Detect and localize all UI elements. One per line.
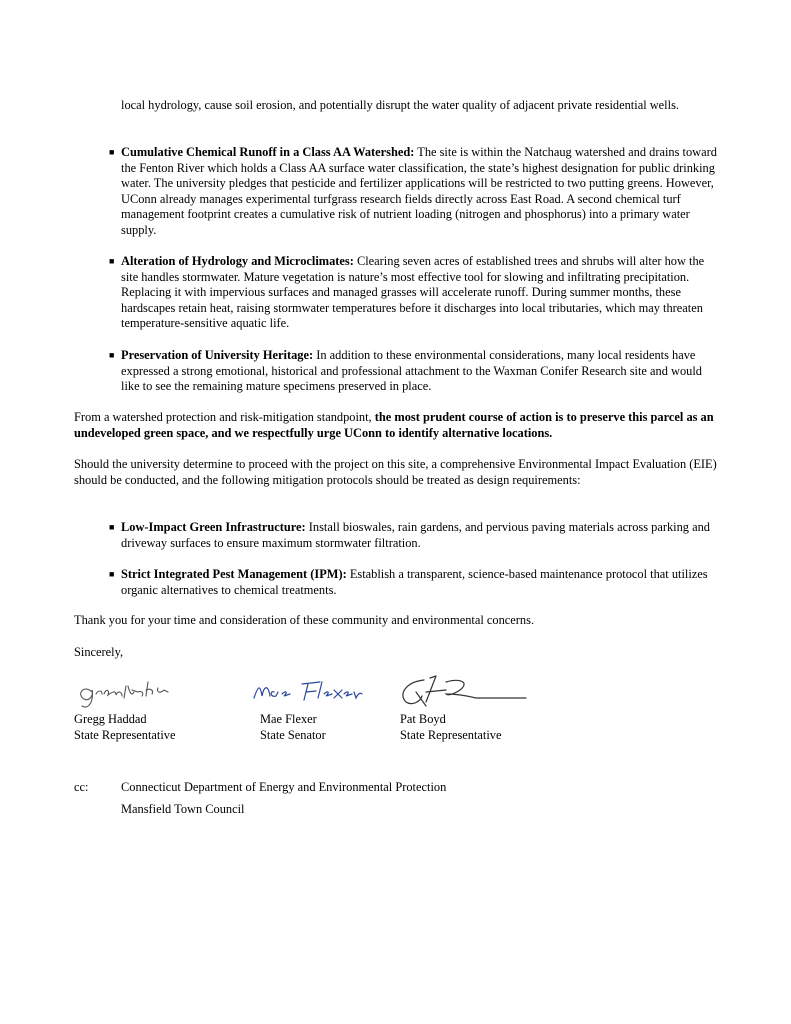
signatory-name: Pat Boyd [400, 712, 446, 726]
closing-line: Sincerely, [74, 645, 124, 659]
thanks-line: Thank you for your time and consideration of these community and environmental concerns. [74, 613, 535, 627]
signature-flexer [250, 676, 365, 710]
bullet-title: Preservation of University Heritage: [121, 348, 314, 362]
bullet-square-icon: ■ [109, 569, 115, 579]
signatory-boyd [400, 711, 502, 743]
bullet-green-infrastructure [109, 520, 721, 551]
signature-boyd [396, 672, 531, 714]
bullet-text: The site is within the Natchaug watershed and drains toward the Fenton River which holds a Class AA surface water classification, the state’s highest designation for public drinking water. The university pledges that pesticide and fertilizer applications will be restricted to two putting greens. However, UConn already manages experimental turfgrass research fields directly across East Road. A second chemical turf management footprint creates a cumulative risk of nutrient loading (nitrogen and phosphorus) into a primary water supply. [121, 145, 717, 237]
bullet-text: Establish a transparent, science-based maintenance protocol that utilizes organic alternatives to chemical treatments. [121, 567, 708, 597]
signatory-name: Gregg Haddad [74, 712, 147, 726]
continued-paragraph: local hydrology, cause soil erosion, and potentially disrupt the water quality of adjacent private residential wells. [121, 98, 679, 112]
bullet-title: Low-Impact Green Infrastructure: [121, 520, 306, 534]
signatory-flexer [260, 711, 326, 743]
signatory-title: State Representative [74, 728, 176, 742]
mitigation-intro: Should the university determine to proceed with the project on this site, a comprehensive Environmental Impact Evaluation (EIE) should be conducted, and the following mitigation protocols should be treated as design requirements: [74, 457, 717, 487]
bullet-title: Strict Integrated Pest Management (IPM): [121, 567, 347, 581]
bullet-chemical-runoff [109, 145, 721, 239]
recommendation-paragraph [74, 410, 724, 441]
signatory-title: State Senator [260, 728, 326, 742]
signatory-title: State Representative [400, 728, 502, 742]
recommendation-bold: the most prudent course of action is to preserve this parcel as an undeveloped green space, and we respectfully urge UConn to identify alternative locations. [74, 410, 714, 440]
cc-label: cc: [74, 780, 89, 794]
bullet-title: Cumulative Chemical Runoff in a Class AA Watershed: [121, 145, 415, 159]
cc-recipient: Connecticut Department of Energy and Environmental Protection [121, 780, 447, 794]
bullet-square-icon: ■ [109, 350, 115, 360]
bullet-hydrology [109, 254, 721, 332]
cc-recipient: Mansfield Town Council [121, 802, 245, 816]
signature-haddad [72, 672, 182, 712]
bullet-square-icon: ■ [109, 522, 115, 532]
bullet-square-icon: ■ [109, 147, 115, 157]
bullet-text: Install bioswales, rain gardens, and pervious paving materials across parking and driveway surfaces to ensure maximum stormwater filtration. [121, 520, 710, 550]
bullet-heritage [109, 348, 721, 395]
recommendation-lead: From a watershed protection and risk-mitigation standpoint, [74, 410, 375, 424]
bullet-ipm [109, 567, 721, 598]
bullet-square-icon: ■ [109, 256, 115, 266]
bullet-text: Clearing seven acres of established trees and shrubs will alter how the site handles stormwater. Mature vegetation is nature’s most effective tool for slowing and infiltrating precipitation. Replacing it with impervious surfaces and managed grasses will accelerate runoff. During summer months, these hardscapes retain heat, raising stormwater temperatures before it discharges into local tributaries, which may threaten temperature-sensitive aquatic life. [121, 254, 705, 331]
signatory-haddad [74, 711, 176, 743]
bullet-text: In addition to these environmental considerations, many local residents have expressed a strong emotional, historical and professional attachment to the Waxman Conifer Research site and would like to see the remaining mature specimens preserved in place. [121, 348, 702, 394]
bullet-title: Alteration of Hydrology and Microclimates: [121, 254, 354, 268]
signatory-name: Mae Flexer [260, 712, 317, 726]
